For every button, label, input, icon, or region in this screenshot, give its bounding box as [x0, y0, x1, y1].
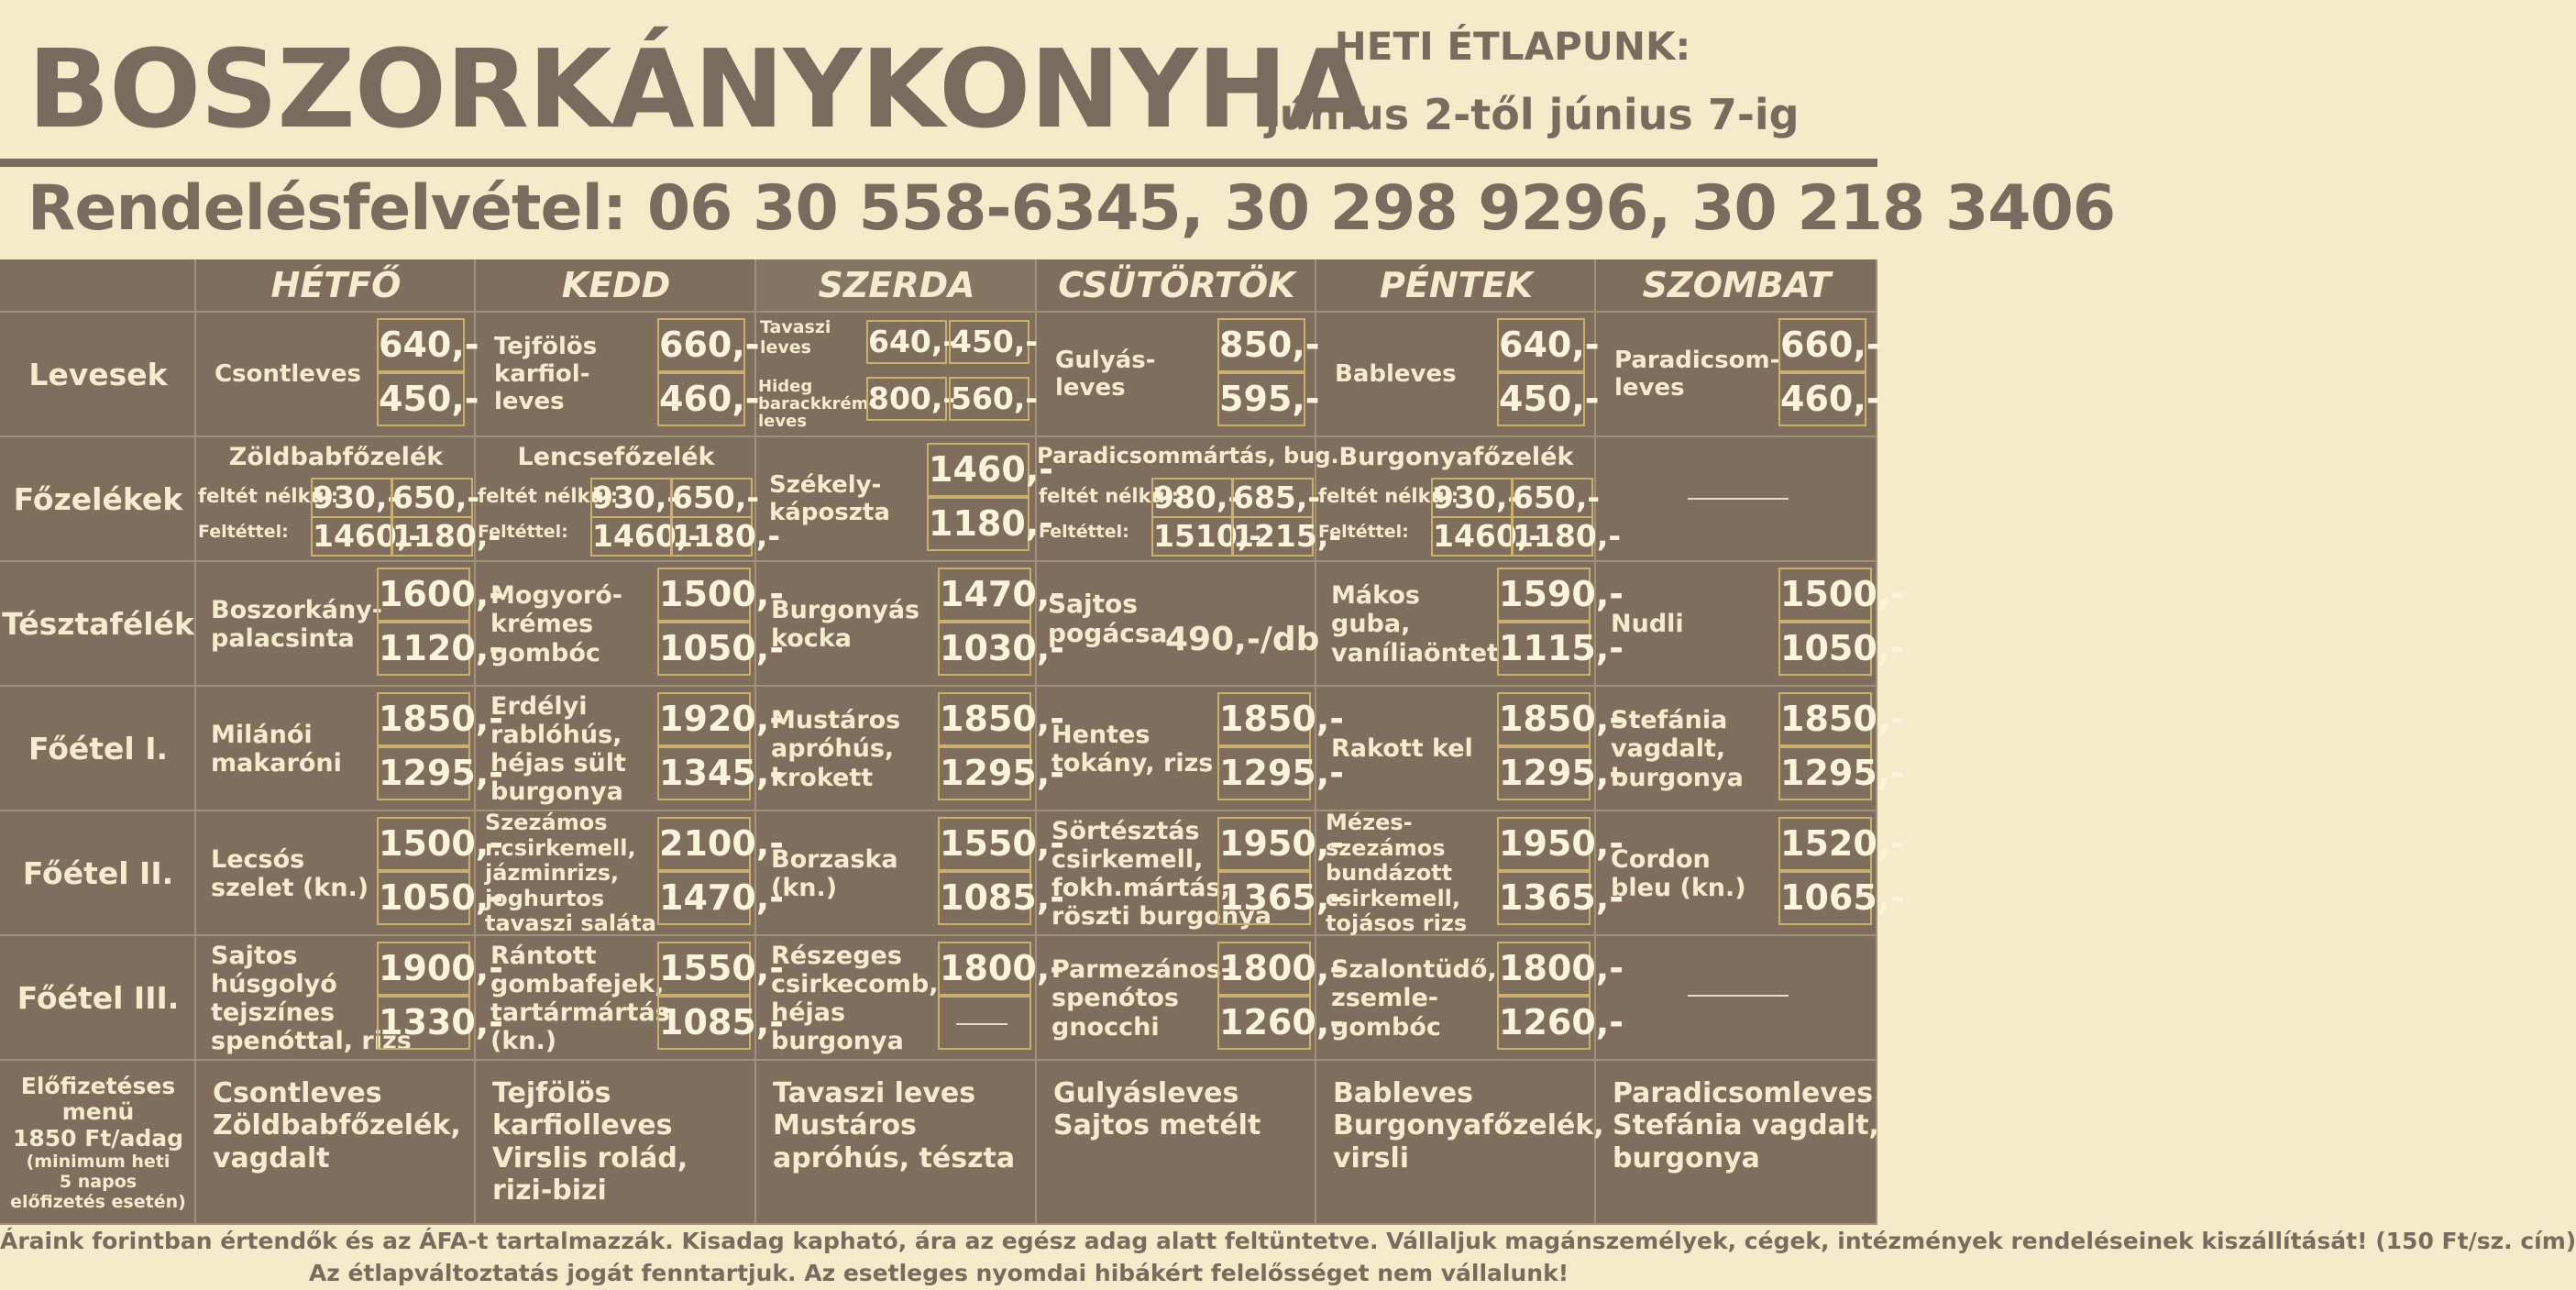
dish-name-line: leves [1614, 373, 1685, 402]
dish-name [490, 942, 670, 1055]
subscription-menu-line: Paradicsomleves [1613, 1077, 1874, 1109]
dish-name [1335, 361, 1457, 389]
day-header: PÉNTEK [1380, 265, 1533, 305]
price-half-portion: 1085,- [657, 996, 751, 1050]
dish-name-line: Rántott [490, 941, 597, 970]
dish-name-line: fokh.mártás, [1051, 873, 1230, 902]
dish-name [211, 845, 369, 902]
dish-name-line: Székely- [769, 471, 882, 500]
dish-name-line: Hideg [758, 377, 813, 396]
dish-name-line: bundázott [1326, 860, 1453, 887]
dish-name [771, 942, 938, 1055]
dish-name-line: héjas [771, 998, 846, 1027]
dish-name [1614, 347, 1779, 402]
price-half-portion: 1260,- [1497, 996, 1591, 1050]
dish-name [1331, 581, 1499, 667]
price-half-portion: 460,- [657, 372, 745, 426]
dish-name-line: Cordon [1611, 844, 1711, 874]
dish-name-line: Csontleves [215, 360, 361, 389]
grid-cell [1596, 936, 1877, 1061]
dish-name-line: Borzaska [771, 844, 898, 874]
dish-name [1611, 610, 1684, 638]
dish-name-line: Mézes- [1326, 810, 1413, 835]
price-full-portion: 1850,- [1217, 692, 1311, 746]
price-full-portion: 1520,- [1778, 817, 1872, 871]
dish-name [1331, 734, 1473, 763]
day-header: CSÜTÖRTÖK [1058, 265, 1295, 305]
empty-dash [1688, 498, 1789, 500]
price-full-portion: 1950,- [1217, 817, 1311, 871]
dish-name-line: Gulyás- [1055, 347, 1156, 375]
dish-name-line: leves [494, 387, 565, 415]
price-full-portion: 1850,- [1778, 692, 1872, 746]
price-full-portion: 930,- [590, 478, 673, 518]
price-half-portion: 1215,- [1231, 516, 1314, 557]
price-full-portion: 1950,- [1497, 817, 1591, 871]
dish-name-line: krokett [771, 763, 874, 792]
dish-name [1331, 955, 1497, 1041]
subscription-menu-line: vagdalt [213, 1141, 330, 1174]
dish-name-line: tokány, rizs [1051, 748, 1214, 777]
price-half-portion: 1085,- [938, 871, 1031, 925]
dish-name-line: gombafejek, [490, 969, 665, 998]
price-half-portion: 1120,- [377, 622, 470, 676]
dish-name-line: (kn.) [490, 1027, 557, 1056]
price-full-portion: 1800,- [1497, 942, 1591, 996]
dish-name-line: spenótos [1051, 984, 1180, 1013]
subscription-label-line: menü [61, 1098, 135, 1126]
day-header: KEDD [561, 265, 671, 305]
dish-name [1611, 845, 1746, 902]
dish-name-line: krémes [490, 610, 594, 639]
price-full-portion: 1460,- [927, 443, 1029, 497]
dish-name-line: szezámos [1326, 834, 1446, 861]
grid-cell [0, 259, 196, 313]
subscription-menu-line: rizi-bizi [492, 1174, 607, 1207]
price-half-portion: 1365,- [1217, 871, 1311, 925]
price-half-portion: 1470,- [657, 871, 751, 925]
dish-name-line: karfiol- [494, 360, 590, 389]
price-full-portion: 800,- [866, 377, 947, 421]
price-half-portion: 1180,- [927, 497, 1029, 551]
dish-name [1051, 955, 1231, 1041]
price-half-portion: 650,- [670, 478, 753, 518]
label-without-topping: feltét nélkül: [1318, 485, 1459, 507]
price-full-portion: 1510,- [1151, 516, 1234, 557]
dish-name [211, 721, 342, 777]
dish-name-line: Mogyoró- [490, 581, 622, 611]
dish-name-line: Sajtos [211, 941, 298, 970]
label-without-topping: feltét nélkül: [198, 485, 339, 507]
dish-name [485, 810, 656, 937]
dish-name-line: barackkrém- [758, 393, 875, 413]
price-half-portion: 1295,- [377, 746, 470, 800]
week-range: június 2-től június 7-ig [1265, 90, 1800, 139]
footer-line-2: Az étlapváltoztatás jogát fenntartjuk. Az esetleges nyomdai hibákért felelősséget nem vállalunk! [308, 1260, 1569, 1286]
subscription-menu-line: Tavaszi leves [773, 1077, 976, 1109]
price-half-portion: 1050,- [377, 871, 470, 925]
dish-name [771, 596, 919, 653]
price-full-portion: 1600,- [377, 568, 470, 622]
price-half-portion: 460,- [1778, 372, 1866, 426]
price-half-portion: 1295,- [938, 746, 1031, 800]
dish-name-line: Lecsós [211, 844, 305, 874]
price-half-portion: 1330,- [377, 996, 470, 1050]
dish-name-line: röszti burgonya [1051, 902, 1271, 932]
dish-name: Burgonyafőzelék [1338, 443, 1574, 471]
dish-name [1048, 590, 1167, 648]
price-full-portion: 930,- [1431, 478, 1514, 518]
price-half-portion: 1180,- [1511, 516, 1593, 557]
price-full-portion: 1550,- [657, 942, 751, 996]
subscription-menu-line: Burgonyafőzelék, [1333, 1109, 1604, 1142]
price-full-portion: 1800,- [938, 942, 1031, 996]
dish-name-line: burgonya [490, 777, 623, 807]
price-full-portion: 1920,- [657, 692, 751, 746]
category-label: Főétel I. [28, 731, 169, 767]
dish-name-line: tojásos rizs [1326, 910, 1468, 937]
dish-name-line: jázminrizs, [485, 860, 620, 887]
dish-name-line: pogácsa [1048, 617, 1168, 648]
dish-name [771, 706, 900, 791]
dish-name: Paradicsommártás, bug. [1037, 443, 1339, 469]
week-heading: HETI ÉTLAPUNK: [1334, 24, 1691, 69]
dish-name-line: Boszorkány- [211, 595, 382, 624]
dish-name: Zöldbabfőzelék [228, 443, 444, 471]
price-half-portion: 450,- [1497, 372, 1585, 426]
dish-name-line: Nudli [1611, 610, 1684, 639]
subscription-menu-line: apróhús, tészta [773, 1141, 1016, 1174]
price-half-portion: 1065,- [1778, 871, 1872, 925]
price-full-portion: 1500,- [657, 568, 751, 622]
price-full-portion: 1460,- [590, 516, 673, 557]
dish-name-line: tartármártás [490, 998, 670, 1027]
label-with-topping: Feltéttel: [1318, 522, 1409, 542]
subscription-menu [1333, 1077, 1604, 1174]
day-header: HÉTFŐ [270, 265, 402, 305]
subscription-menu-line: virsli [1333, 1141, 1410, 1174]
dish-name-line: Sajtos [1048, 588, 1138, 619]
dish-name-line: kocka [771, 623, 852, 653]
price-half-portion: 1295,- [1778, 746, 1872, 800]
price-full-portion: 1590,- [1497, 568, 1591, 622]
dish-name-line: húsgolyó [211, 969, 337, 998]
dish-name [215, 361, 361, 389]
price-full-portion: 980,- [1151, 478, 1234, 518]
subscription-menu [1613, 1077, 1879, 1174]
dish-name-line: leves [758, 411, 808, 431]
label-without-topping: feltét nélkül: [1039, 485, 1180, 507]
dish-name-line: vagdalt, [1611, 734, 1726, 764]
subscription-menu-line: Csontleves [213, 1077, 382, 1109]
dish-name-line: Tejfölös [494, 333, 598, 361]
dish-name [769, 472, 890, 527]
dish-name-line: Paradicsom- [1614, 347, 1780, 375]
price-full-portion: 1800,- [1217, 942, 1311, 996]
price-half-portion: 650,- [1511, 478, 1593, 518]
header-divider [0, 159, 1877, 167]
dish-name [490, 692, 626, 806]
price-full-portion: 1470,- [938, 568, 1031, 622]
price-full-portion: 640,- [1497, 318, 1585, 372]
dish-name-line: leves [1055, 373, 1126, 402]
subscription-note-line: 5 napos [59, 1171, 138, 1192]
dish-name-line: Mustáros [771, 706, 901, 735]
dish-name-line: káposzta [769, 498, 890, 526]
dish-name: Lencsefőzelék [517, 443, 715, 471]
price-half-portion: 1365,- [1497, 871, 1591, 925]
dish-name [494, 334, 597, 416]
footer-note [0, 1225, 2576, 1289]
dish-name-line: apróhús, [771, 734, 895, 764]
label-with-topping: Feltéttel: [1039, 522, 1129, 542]
subscription-menu [773, 1077, 1015, 1174]
subscription-menu-line: Stefánia vagdalt, [1613, 1109, 1879, 1142]
dish-name [771, 845, 898, 902]
subscription-menu [213, 1077, 461, 1174]
dish-name-line: Szalontüdő, [1331, 955, 1497, 985]
empty-dash [1688, 995, 1789, 997]
price-half-portion: 1050,- [1778, 622, 1872, 676]
category-label: Főétel II. [22, 855, 174, 892]
dish-name-line: Stefánia [1611, 706, 1728, 735]
dish-name [760, 318, 831, 358]
price-half-portion: 1180,- [670, 516, 753, 557]
price-half-portion [938, 996, 1031, 1050]
dish-name [1611, 706, 1744, 791]
subscription-menu-line: karfiolleves [492, 1109, 673, 1142]
unit-price: 490,-/db [1165, 621, 1320, 658]
dish-name [490, 581, 622, 667]
dish-name [1326, 810, 1467, 937]
dish-name-line: vaníliaöntet [1331, 638, 1499, 667]
subscription-menu [492, 1077, 688, 1207]
category-label: Főzelékek [13, 481, 183, 518]
dish-name-line: Sörtésztás [1051, 816, 1200, 845]
price-half-portion: 1030,- [938, 622, 1031, 676]
subscription-menu-line: Bableves [1333, 1077, 1473, 1109]
dish-name-line: Szezámos [485, 810, 608, 835]
subscription-menu-line: Mustáros [773, 1109, 917, 1142]
menu-board [0, 259, 1905, 1225]
label-with-topping: Feltéttel: [198, 522, 289, 542]
dish-name-line: makaróni [211, 748, 342, 777]
price-half-portion: 1295,- [1217, 746, 1311, 800]
dish-name-line: r.csirkemell, [485, 834, 636, 861]
price-half-portion: 1180,- [391, 516, 473, 557]
dish-name-line: Hentes [1051, 720, 1150, 749]
subscription-label-line: Előfizetéses [20, 1072, 176, 1099]
dish-name-line: Parmezános- [1051, 955, 1232, 985]
subscription-note-line: előfizetés esetén) [10, 1191, 186, 1212]
price-half-portion: 1050,- [657, 622, 751, 676]
dish-name-line: joghurtos [485, 885, 605, 911]
dish-name-line: Burgonyás [771, 595, 920, 624]
price-half-portion: 650,- [391, 478, 473, 518]
price-full-portion: 640,- [866, 320, 947, 364]
subscription-menu-line: Sajtos metélt [1053, 1109, 1261, 1142]
dish-name-line: gombóc [490, 638, 600, 667]
dish-name-line: rablóhús, [490, 720, 622, 749]
restaurant-title: BOSZORKÁNYKONYHA [28, 26, 1370, 152]
dish-name-line: héjas sült [490, 748, 626, 777]
footer-line-1: Áraink forintban értendők és az ÁFA-t tartalmazzák. Kisadag kapható, ára az egész adag alatt feltüntetve. Vállaljuk magánszemélyek, cégek, intézmények rendeléseinek kiszállítását! (150 Ft/sz. cím) [0, 1228, 2576, 1254]
dish-name-line: Bableves [1335, 360, 1457, 389]
price-full-portion: 1500,- [377, 817, 470, 871]
price-half-portion: 1345,- [657, 746, 751, 800]
subscription-menu-line: burgonya [1613, 1141, 1760, 1174]
dish-name-line: Erdélyi [490, 691, 588, 721]
dish-name-line: Mákos [1331, 581, 1420, 611]
dish-name-line: Tavaszi [760, 317, 831, 337]
price-full-portion: 1460,- [1431, 516, 1514, 557]
subscription-menu-line: Zöldbabfőzelék, [213, 1109, 461, 1142]
dish-name-line: leves [760, 336, 811, 358]
subscription-menu [1053, 1077, 1260, 1142]
price-half-portion: 450,- [377, 372, 465, 426]
category-label: Levesek [28, 357, 168, 393]
category-label-subscription [0, 1061, 196, 1225]
dish-name [758, 379, 875, 431]
subscription-note-line: (minimum heti [26, 1151, 171, 1172]
price-half-portion: 450,- [949, 320, 1029, 364]
dish-name-line: Részeges [771, 941, 902, 970]
day-header: SZOMBAT [1642, 265, 1832, 305]
dish-name-line: gombóc [1331, 1012, 1441, 1042]
price-full-portion: 1500,- [1778, 568, 1872, 622]
price-half-portion: 1295,- [1497, 746, 1591, 800]
dish-name [211, 596, 382, 653]
dish-name-line: guba, [1331, 610, 1411, 639]
dish-name-line: tejszínes [211, 998, 336, 1027]
dish-name-line: (kn.) [771, 873, 838, 902]
dish-name-line: Rakott kel [1331, 734, 1473, 764]
dish-name [1055, 347, 1156, 402]
price-half-portion: 685,- [1231, 478, 1314, 518]
price-full-portion: 930,- [311, 478, 393, 518]
dish-name-line: tavaszi saláta [485, 910, 656, 937]
price-half-portion: 560,- [949, 377, 1029, 421]
price-full-portion: 1550,- [938, 817, 1031, 871]
dish-name-line: zsemle- [1331, 984, 1439, 1013]
dish-name-line: csirkemell, [1051, 844, 1204, 874]
category-label: Főétel III. [17, 980, 180, 1017]
subscription-label-line: 1850 Ft/adag [13, 1125, 183, 1152]
order-phone-numbers: Rendelésfelvétel: 06 30 558-6345, 30 298 9296, 30 218 3406 [28, 172, 2116, 245]
subscription-menu-line: Gulyásleves [1053, 1077, 1239, 1109]
price-full-portion: 2100,- [657, 817, 751, 871]
subscription-menu-line: Tejfölös [492, 1077, 611, 1109]
label-with-topping: Feltéttel: [478, 522, 568, 542]
price-half-portion: 595,- [1217, 372, 1305, 426]
dish-name-line: csirkemell, [1326, 885, 1461, 911]
empty-dash [956, 1023, 1007, 1025]
dish-name [1051, 721, 1213, 777]
dish-name-line: szelet (kn.) [211, 873, 369, 902]
dish-name-line: burgonya [1611, 763, 1744, 792]
price-full-portion: 1460,- [311, 516, 393, 557]
price-half-portion: 1115,- [1497, 622, 1591, 676]
day-header: SZERDA [818, 265, 975, 305]
subscription-menu-line: Virslis rolád, [492, 1141, 688, 1174]
dish-name-line: csirkecomb, [771, 969, 939, 998]
dish-name-line: palacsinta [211, 623, 355, 653]
dish-name-line: gnocchi [1051, 1012, 1160, 1042]
price-full-portion: 660,- [657, 318, 745, 372]
price-full-portion: 1850,- [938, 692, 1031, 746]
label-without-topping: feltét nélkül: [478, 485, 619, 507]
dish-name-line: bleu (kn.) [1611, 873, 1746, 902]
category-label: Tésztafélék [2, 606, 194, 643]
dish-name-line: spenóttal, rizs [211, 1027, 412, 1056]
price-full-portion: 1900,- [377, 942, 470, 996]
price-full-portion: 640,- [377, 318, 465, 372]
price-full-portion: 1850,- [377, 692, 470, 746]
dish-name-line: Milánói [211, 720, 313, 749]
price-half-portion: 1260,- [1217, 996, 1311, 1050]
price-full-portion: 660,- [1778, 318, 1866, 372]
price-full-portion: 1850,- [1497, 692, 1591, 746]
grid-cell [1596, 437, 1877, 562]
dish-name-line: burgonya [771, 1027, 904, 1056]
price-full-portion: 850,- [1217, 318, 1305, 372]
